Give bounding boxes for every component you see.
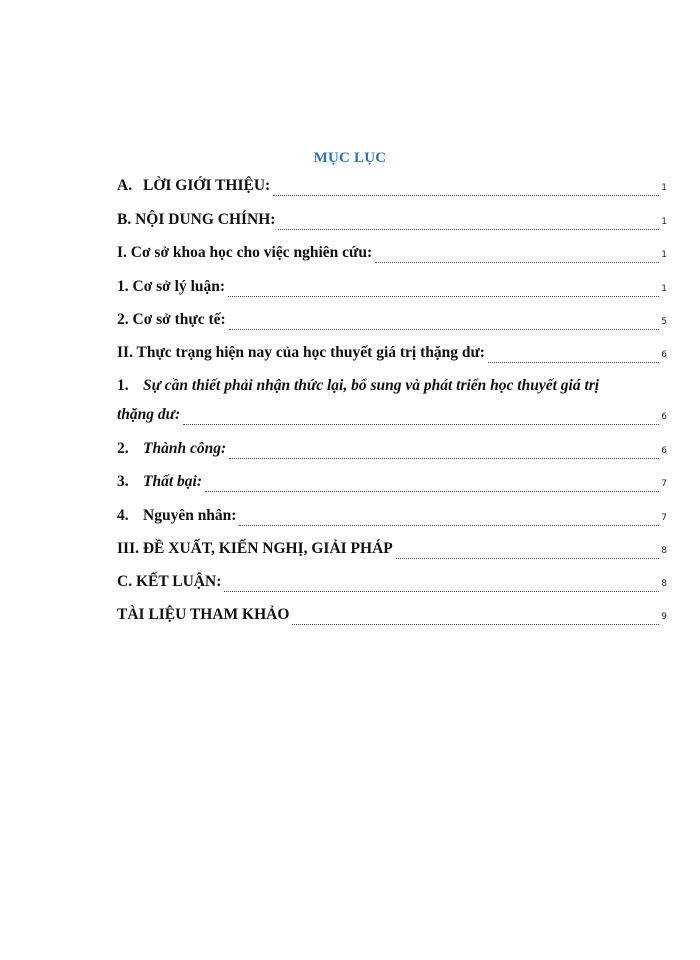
toc-entry-page: 6: [661, 412, 667, 422]
toc-entry-number: 4.: [117, 507, 129, 524]
dot-leader: [396, 547, 660, 559]
dot-leader: [278, 218, 659, 230]
toc-entry-su-can-thiet-continuation[interactable]: [117, 406, 667, 426]
toc-entry-loi-gioi-thieu[interactable]: [117, 177, 667, 197]
toc-entry-ket-luan[interactable]: [117, 573, 667, 593]
toc-entry-page: 1: [661, 183, 667, 193]
toc-entry-de-xuat[interactable]: [117, 540, 667, 560]
toc-entry-page: 8: [661, 579, 667, 589]
toc-entry-page: 9: [661, 612, 667, 622]
toc-entry-page: 1: [661, 217, 667, 227]
toc-entry-number: A.: [117, 177, 133, 194]
toc-entry-number: 1.: [117, 377, 129, 394]
dot-leader: [183, 413, 659, 425]
toc-entry-that-bai[interactable]: [117, 473, 667, 493]
toc-entry-label-continuation: thặng dư:: [117, 406, 181, 423]
toc-entry-label: Thành công:: [143, 440, 227, 457]
toc-entry-thuc-trang[interactable]: [117, 344, 667, 364]
dot-leader: [375, 251, 659, 263]
dot-leader: [228, 285, 659, 297]
toc-entry-nguyen-nhan[interactable]: [117, 507, 667, 527]
dot-leader: [229, 318, 660, 330]
toc-entry-tai-lieu-tham-khao[interactable]: [117, 606, 667, 626]
toc-entry-page: 5: [661, 317, 667, 327]
toc-entry-co-so-ly-luan[interactable]: [117, 278, 667, 298]
toc-entry-co-so-thuc-te[interactable]: [117, 311, 667, 331]
dot-leader: [229, 447, 659, 459]
toc-entry-su-can-thiet[interactable]: [117, 377, 667, 397]
toc-entry-label: LỜI GIỚI THIỆU:: [143, 177, 271, 194]
toc-entry-page: 6: [661, 350, 667, 360]
dot-leader: [292, 613, 659, 625]
toc-entry-number: 2.: [117, 440, 129, 457]
toc-entry-page: 1: [661, 250, 667, 260]
toc-entry-thanh-cong[interactable]: [117, 440, 667, 460]
toc-entry-label: B. NỘI DUNG CHÍNH:: [117, 211, 276, 228]
toc-entry-number: 3.: [117, 473, 129, 490]
toc-title: MỤC LỤC: [313, 150, 387, 166]
toc-entry-label: Nguyên nhân:: [143, 507, 237, 524]
toc-entry-label: Sự cần thiết phải nhận thức lại, bổ sung và phát triển học thuyết giá trị: [143, 377, 600, 394]
dot-leader: [239, 514, 659, 526]
toc-entry-co-so-khoa-hoc[interactable]: [117, 244, 667, 264]
toc-entry-label: I. Cơ sở khoa học cho việc nghiên cứu:: [117, 244, 373, 261]
dot-leader: [273, 184, 659, 196]
toc-entry-page: 1: [661, 284, 667, 294]
toc-entry-label: 1. Cơ sở lý luận:: [117, 278, 226, 295]
toc-entry-page: 7: [661, 479, 667, 489]
toc-entry-page: 6: [661, 446, 667, 456]
toc-entry-label: 2. Cơ sở thực tế:: [117, 311, 226, 328]
toc-entry-label: Thất bại:: [143, 473, 202, 490]
toc-entry-label: C. KẾT LUẬN:: [117, 573, 222, 590]
toc-entry-label: TÀI LIỆU THAM KHẢO: [117, 606, 290, 623]
dot-leader: [205, 480, 659, 492]
dot-leader: [488, 351, 659, 363]
toc-entry-page: 8: [661, 546, 667, 556]
dot-leader: [224, 580, 659, 592]
toc-entry-noi-dung-chinh[interactable]: [117, 211, 667, 231]
toc-entry-label: III. ĐỀ XUẤT, KIẾN NGHỊ, GIẢI PHÁP: [117, 540, 393, 557]
toc-entry-page: 7: [661, 513, 667, 523]
toc-entry-label: II. Thực trạng hiện nay của học thuyết giá trị thặng dư:: [117, 344, 485, 361]
